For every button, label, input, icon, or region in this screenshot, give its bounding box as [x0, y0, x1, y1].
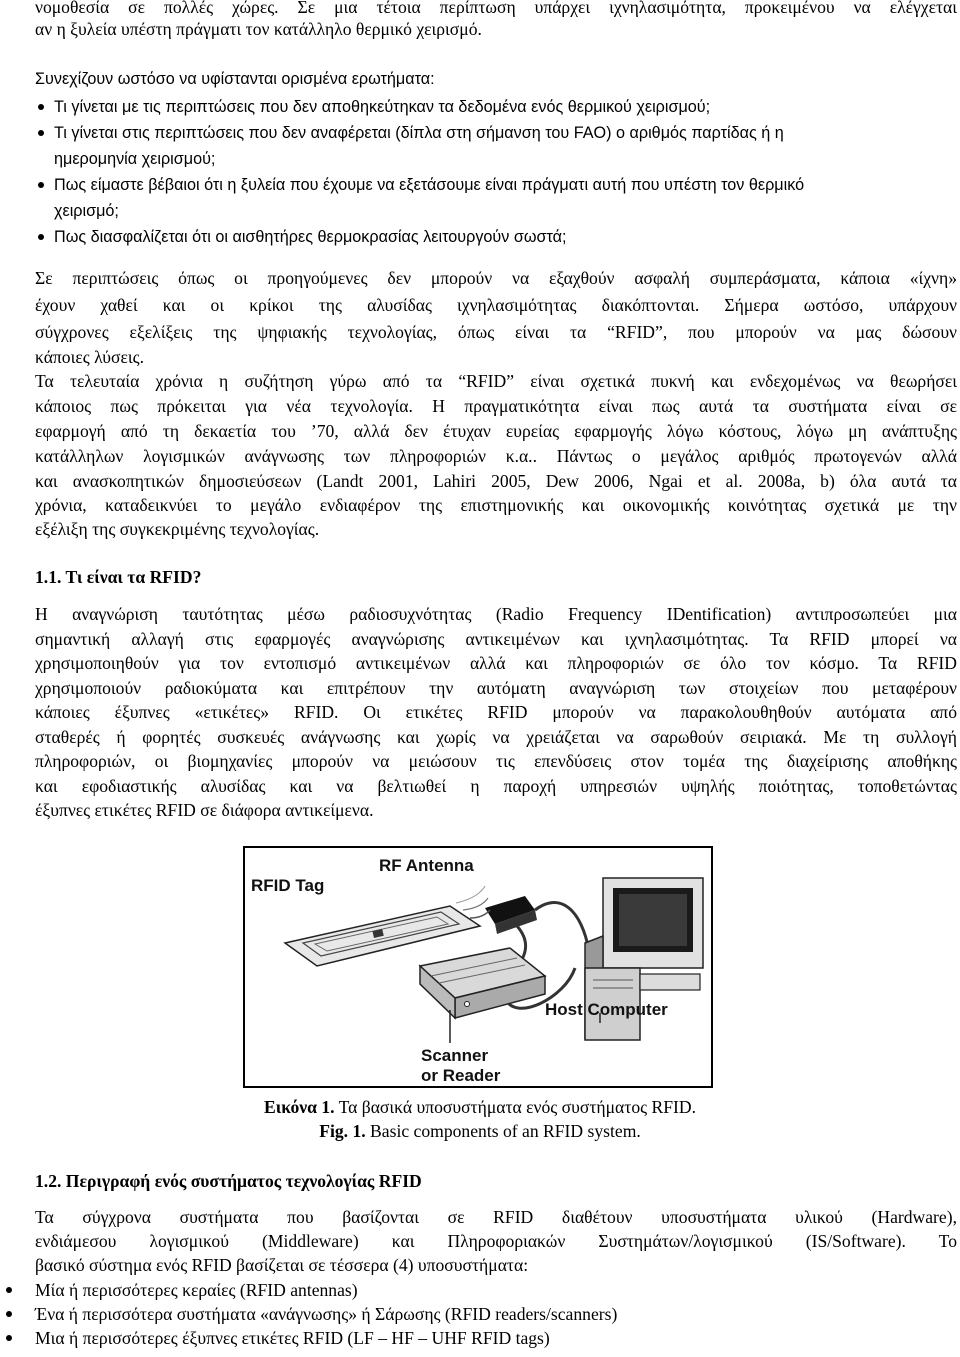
- caption-text: Basic components of an RFID system.: [365, 1121, 641, 1141]
- rfid-system-figure: [243, 846, 713, 1088]
- question-item: Τι γίνεται με τις περιπτώσεις που δεν αποθηκεύτηκαν τα δεδομένα ενός θερμικού χειρισμού;: [54, 98, 711, 116]
- question-item-cont: χειρισμό;: [54, 202, 119, 220]
- section-heading: 1.1. Τι είναι τα RFID?: [35, 567, 202, 587]
- body-line: Σε περιπτώσεις όπως οι προηγούμενες δεν μπορούν να εξαχθούν ασφαλή συμπεράσματα, κάποια «ίχνη»: [35, 268, 957, 288]
- body-line: κάποιος πως πρόκειται για νέα τεχνολογία. Η πραγματικότητα είναι πως αυτά τα συστήματα είναι σε: [35, 396, 957, 416]
- body-line: χρησιμοποιούν ραδιοκύματα και επιτρέπουν την αυτόματη αναγνώριση των στοιχείων που μεταφέρουν: [35, 678, 957, 698]
- subsystem-item: Μία ή περισσότερες κεραίες (RFID antennas): [35, 1280, 358, 1300]
- body-line: σημαντική αλλαγή στις εφαρμογές αναγνώρισης αντικειμένων και ιχνηλασιμότητας. Τα RFID μπορεί να: [35, 629, 957, 649]
- body-line: χρησιμοποιηθούν για τον εντοπισμό αντικειμένων αλλά και πληροφοριών σε όλο τον κόσμο. Τα RFID: [35, 653, 957, 673]
- body-line: σταθερές ή φορητές συσκευές ανάγνωσης και χωρίς να χρειάζεται να σαρωθούν σειριακά. Με τη συλλογή: [35, 727, 957, 747]
- body-line: αν η ξυλεία υπέστη πράγματι τον κατάλληλο θερμικό χειρισμό.: [35, 19, 482, 39]
- question-item: Πως διασφαλίζεται ότι οι αισθητήρες θερμοκρασίας λειτουργούν σωστά;: [54, 228, 567, 246]
- question-item: Τι γίνεται στις περιπτώσεις που δεν αναφέρεται (δίπλα στη σήμανση του FAO) ο αριθμός παρτίδας ή η: [54, 124, 784, 142]
- bullet-icon: [38, 234, 44, 240]
- body-line: και εφοδιαστικής αλυσίδας και να βελτιωθεί η παροχή υπηρεσιών υψηλής ποιότητας, τοποθετώντας: [35, 776, 957, 796]
- figure-caption-english: [0, 1120, 960, 1142]
- caption-label: Fig. 1.: [319, 1121, 366, 1141]
- question-item: Πως είμαστε βέβαιοι ότι η ξυλεία που έχουμε να εξετάσουμε είναι πράγματι αυτή που υπέστη τον θερμικό: [54, 176, 805, 194]
- body-line: βασικό σύστημα ενός RFID βασίζεται σε τέσσερα (4) υποσυστήματα:: [35, 1255, 529, 1275]
- body-line: πληροφοριών, οι βιομηχανίες μπορούν να μειώσουν τις επενδύσεις στον τομέα της διαχείρισης αποθήκης: [35, 751, 957, 771]
- questions-intro: Συνεχίζουν ωστόσο να υφίστανται ορισμένα ερωτήματα:: [35, 70, 435, 88]
- body-line: κάποιες λύσεις.: [35, 347, 144, 367]
- rfid-tag-label: RFID Tag: [251, 876, 325, 895]
- bullet-icon: [38, 182, 44, 188]
- caption-label: Εικόνα 1.: [264, 1097, 335, 1117]
- bullet-icon: [38, 104, 44, 110]
- body-line: σύγχρονες εξελίξεις της ψηφιακής τεχνολογίας, όπως είναι τα “RFID”, που μπορούν να μας δώσουν: [35, 322, 957, 342]
- bullet-icon: [6, 1311, 12, 1317]
- bullet-icon: [38, 130, 44, 136]
- subsystem-item: Ένα ή περισσότερα συστήματα «ανάγνωσης» ή Σάρωσης (RFID readers/scanners): [35, 1304, 618, 1324]
- body-line: κάποιες έξυπνες «ετικέτες» RFID. Οι ετικέτες RFID μπορούν να παρακολουθηθούν αυτόματα από: [35, 702, 957, 722]
- body-line: εξέλιξη της συγκεκριμένης τεχνολογίας.: [35, 519, 320, 539]
- body-line: έχουν χαθεί και οι κρίκοι της αλυσίδας ιχνηλασιμότητας διακόπτονται. Σήμερα ωστόσο, υπάρχουν: [35, 295, 957, 315]
- caption-text: Τα βασικά υποσυστήματα ενός συστήματος RFID.: [334, 1097, 696, 1117]
- section-heading: 1.2. Περιγραφή ενός συστήματος τεχνολογίας RFID: [35, 1171, 422, 1191]
- scanner-label: Scanner: [421, 1046, 489, 1065]
- body-line: χρόνια, καταδεικνύει το μεγάλο ενδιαφέρον της επιστημονικής και οικονομικής κοινότητας σχετικά με την: [35, 495, 957, 515]
- rfid-tag-icon: [285, 906, 480, 966]
- subsystem-item: Μια ή περισσότερες έξυπνες ετικέτες RFID (LF – HF – UHF RFID tags): [35, 1328, 550, 1348]
- body-line: Τα σύγχρονα συστήματα που βασίζονται σε RFID διαθέτουν υποσυστήματα υλικού (Hardware),: [35, 1207, 957, 1227]
- rf-antenna-label: RF Antenna: [379, 856, 474, 875]
- host-computer-label: Host Computer: [545, 1000, 668, 1019]
- body-line: ενδιάμεσου λογισμικού (Middleware) και Πληροφοριακών Συστημάτων/λογισμικού (IS/Software). Το: [35, 1231, 957, 1251]
- body-line: Η αναγνώριση ταυτότητας μέσω ραδιοσυχνότητας (Radio Frequency IDentification) αντιπροσωπεύει μια: [35, 604, 957, 624]
- figure-caption-greek: [0, 1096, 960, 1118]
- body-line: Τα τελευταία χρόνια η συζήτηση γύρω από τα “RFID” είναι σχετικά πυκνή και ενδεχομένως να θεωρήσει: [35, 371, 957, 391]
- reader-label: or Reader: [421, 1066, 501, 1085]
- body-line: και ανασκοπητικών δημοσιεύσεων (Landt 2001, Lahiri 2005, Dew 2006, Ngai et al. 2008a, b) όλα αυτά τα: [35, 471, 957, 491]
- body-line: νομοθεσία σε πολλές χώρες. Σε μια τέτοια περίπτωση υπάρχει ιχνηλασιμότητα, προκειμένου να ελέγχεται: [35, 0, 957, 17]
- question-item-cont: ημερομηνία χειρισμού;: [54, 150, 216, 168]
- body-line: κατάλληλων λογισμικών ανάγνωσης των πληροφοριών κ.α.. Πάντως ο μεγάλος αριθμός πρωτογενών αλλά: [35, 446, 957, 466]
- bullet-icon: [6, 1287, 12, 1293]
- body-line: έξυπνες ετικέτες RFID σε διάφορα αντικείμενα.: [35, 800, 374, 820]
- body-line: εφαρμογή από τη δεκαετία του ’70, αλλά δεν έτυχαν ευρείας εφαρμογής λόγω κόστους, λόγω μη ανάπτυξης: [35, 421, 957, 441]
- bullet-icon: [6, 1335, 12, 1341]
